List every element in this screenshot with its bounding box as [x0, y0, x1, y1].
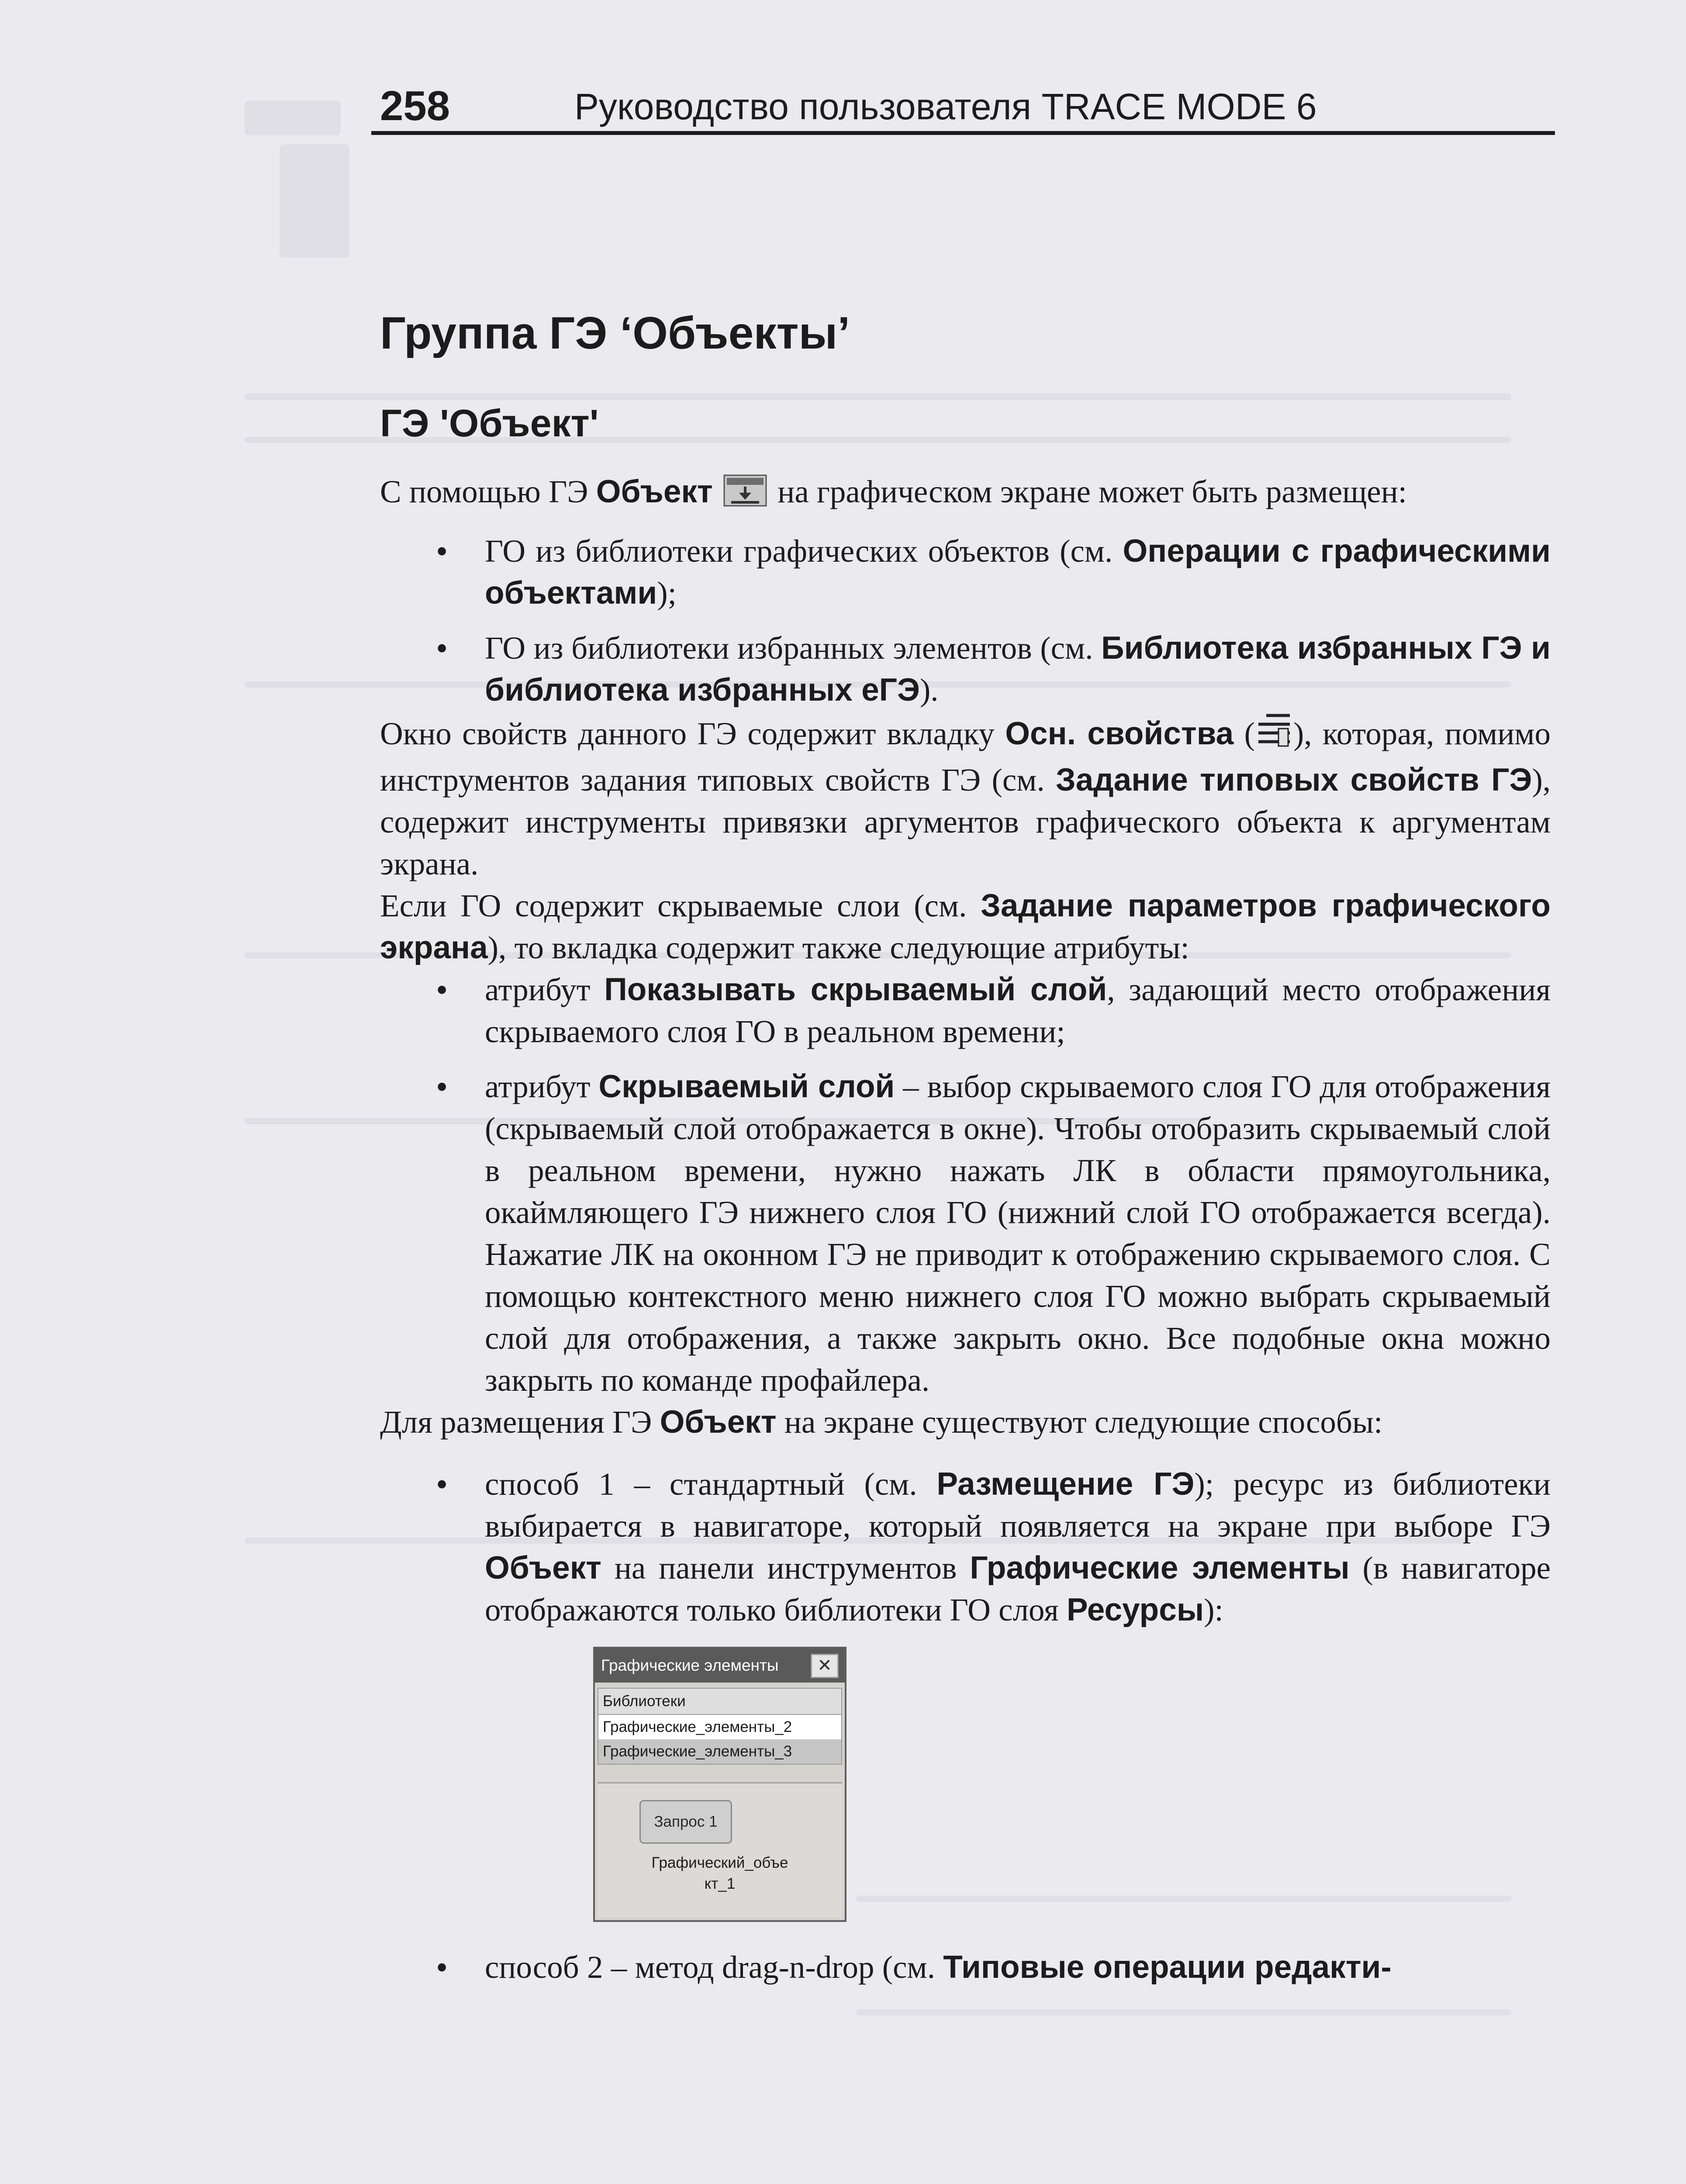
object-label-line: Графический_объе — [651, 1854, 788, 1871]
text-run: ), то вкладка содержит также следующие атрибуты: — [487, 930, 1189, 965]
text-run: ГО из библиотеки избранных элементов (см. — [485, 630, 1102, 666]
cross-reference: Типовые операции редакти- — [943, 1949, 1392, 1985]
list-item — [380, 1066, 1551, 1401]
main-properties-icon — [1258, 711, 1291, 759]
attribute-name: Скрываемый слой — [598, 1069, 895, 1104]
object-label-line: кт_1 — [704, 1875, 736, 1892]
text-run: на панели инструментов — [601, 1550, 970, 1586]
cross-reference: Размещение ГЭ — [936, 1466, 1195, 1502]
bleed-through — [280, 144, 349, 258]
placement-paragraph — [380, 1401, 1551, 1443]
term-object: Объект — [596, 474, 713, 509]
term-object: Объект — [485, 1550, 602, 1586]
text-run: ГО из библиотеки графических объектов (см. — [485, 533, 1123, 569]
text-run: ( — [1233, 716, 1255, 751]
cross-reference: Операции с графическими объектами — [485, 533, 1551, 611]
cross-reference: Библиотека избранных ГЭ и библиотека избранных еГЭ — [485, 630, 1551, 708]
graphic-object-sources-list — [380, 530, 1551, 711]
text-run: атрибут — [485, 972, 605, 1007]
window-titlebar[interactable] — [595, 1648, 845, 1683]
text-run: ); — [657, 575, 677, 611]
text-run: способ 2 – метод drag-n-drop (см. — [485, 1949, 943, 1985]
text-run: ), содержит инструменты привязки аргументов графического объекта к аргументам экрана. — [380, 762, 1551, 881]
text-run: на экране существуют следующие способы: — [776, 1404, 1383, 1440]
running-title: Руководство пользователя TRACE MODE 6 — [574, 86, 1317, 127]
text-run: ): — [1204, 1592, 1223, 1628]
text-run: на графическом экране может быть размещен: — [770, 474, 1407, 509]
cross-reference: Задание типовых свойств ГЭ — [1055, 762, 1532, 798]
placement-methods-list — [380, 1463, 1551, 1631]
text-run: ); ресурс из библиотеки выбирается в навигаторе, который появляется на экране при выборе ГЭ — [485, 1466, 1551, 1544]
list-item — [380, 627, 1551, 711]
query-button[interactable]: Запрос 1 — [639, 1800, 732, 1844]
text-run: (в навигаторе отображаются только библиотеки ГО слоя — [485, 1550, 1551, 1628]
bleed-through — [245, 100, 341, 135]
text-run: С помощью ГЭ — [380, 474, 596, 509]
text-run: ). — [919, 672, 939, 708]
text-run: способ 1 – стандартный (см. — [485, 1466, 937, 1502]
text-run: , задающий место отображения скрываемого слоя ГО в реальном времени; — [485, 972, 1551, 1049]
page-content — [380, 280, 1551, 1988]
text-run: – выбор скрываемого слоя ГО для отображения (скрываемый слой отображается в окне). Чтобы отобразить скрываемый слой в реальном времени, нужно нажать ЛК в области прямоугольника, окаймляющего ГЭ нижнего слоя ГО (нижний слой ГО отображается всегда). Нажатие ЛК на оконном ГЭ не приводит к отображению скрываемого слоя. С помощью контекстного меню нижнего слоя ГО можно выбрать скрываемый слой для отображения, а также закрыть окно. Все подобные окна можно закрыть по команде профайлера. — [485, 1069, 1551, 1398]
bleed-through — [856, 2009, 1511, 2015]
cross-reference: Задание параметров графического экрана — [380, 888, 1551, 965]
tab-name: Осн. свойства — [1005, 716, 1234, 751]
libraries-header[interactable]: Библиотеки — [598, 1688, 842, 1715]
term-object: Объект — [660, 1404, 777, 1440]
text-run: Если ГО содержит скрываемые слои (см. — [380, 888, 981, 923]
placement-methods-list-continued — [380, 1946, 1551, 1988]
window-title: Графические элементы — [601, 1656, 779, 1674]
graphic-object-item[interactable] — [598, 1852, 842, 1894]
attribute-name: Показывать скрываемый слой — [604, 972, 1107, 1007]
subsection-title: ГЭ 'Объект' — [380, 401, 599, 445]
properties-paragraph — [380, 711, 1551, 885]
text-run: атрибут — [485, 1069, 599, 1104]
text-run: ), которая, помимо инструментов задания типовых свойств ГЭ (см. — [380, 716, 1551, 798]
toolbar-name: Графические элементы — [970, 1550, 1350, 1586]
attributes-list — [380, 969, 1551, 1401]
graphic-elements-window — [593, 1647, 846, 1922]
text-run: Окно свойств данного ГЭ содержит вкладку — [380, 716, 1005, 751]
page-number: 258 — [380, 83, 450, 129]
close-button[interactable]: ✕ — [811, 1654, 839, 1678]
list-item — [380, 1463, 1551, 1631]
library-content-area — [598, 1782, 842, 1918]
list-item — [380, 1946, 1551, 1988]
text-run: Для размещения ГЭ — [380, 1404, 660, 1440]
list-item — [380, 969, 1551, 1053]
object-tool-icon — [723, 474, 767, 517]
list-item — [380, 530, 1551, 614]
library-item[interactable]: Графические_элементы_2 — [603, 1718, 792, 1735]
library-list — [598, 1715, 842, 1765]
section-title: Группа ГЭ ‘Объекты’ — [380, 308, 850, 359]
hidden-layers-paragraph — [380, 885, 1551, 969]
page-header — [371, 79, 1555, 135]
intro-paragraph — [380, 471, 1551, 517]
layer-name: Ресурсы — [1066, 1592, 1204, 1628]
library-item[interactable]: Графические_элементы_3 — [598, 1739, 841, 1764]
